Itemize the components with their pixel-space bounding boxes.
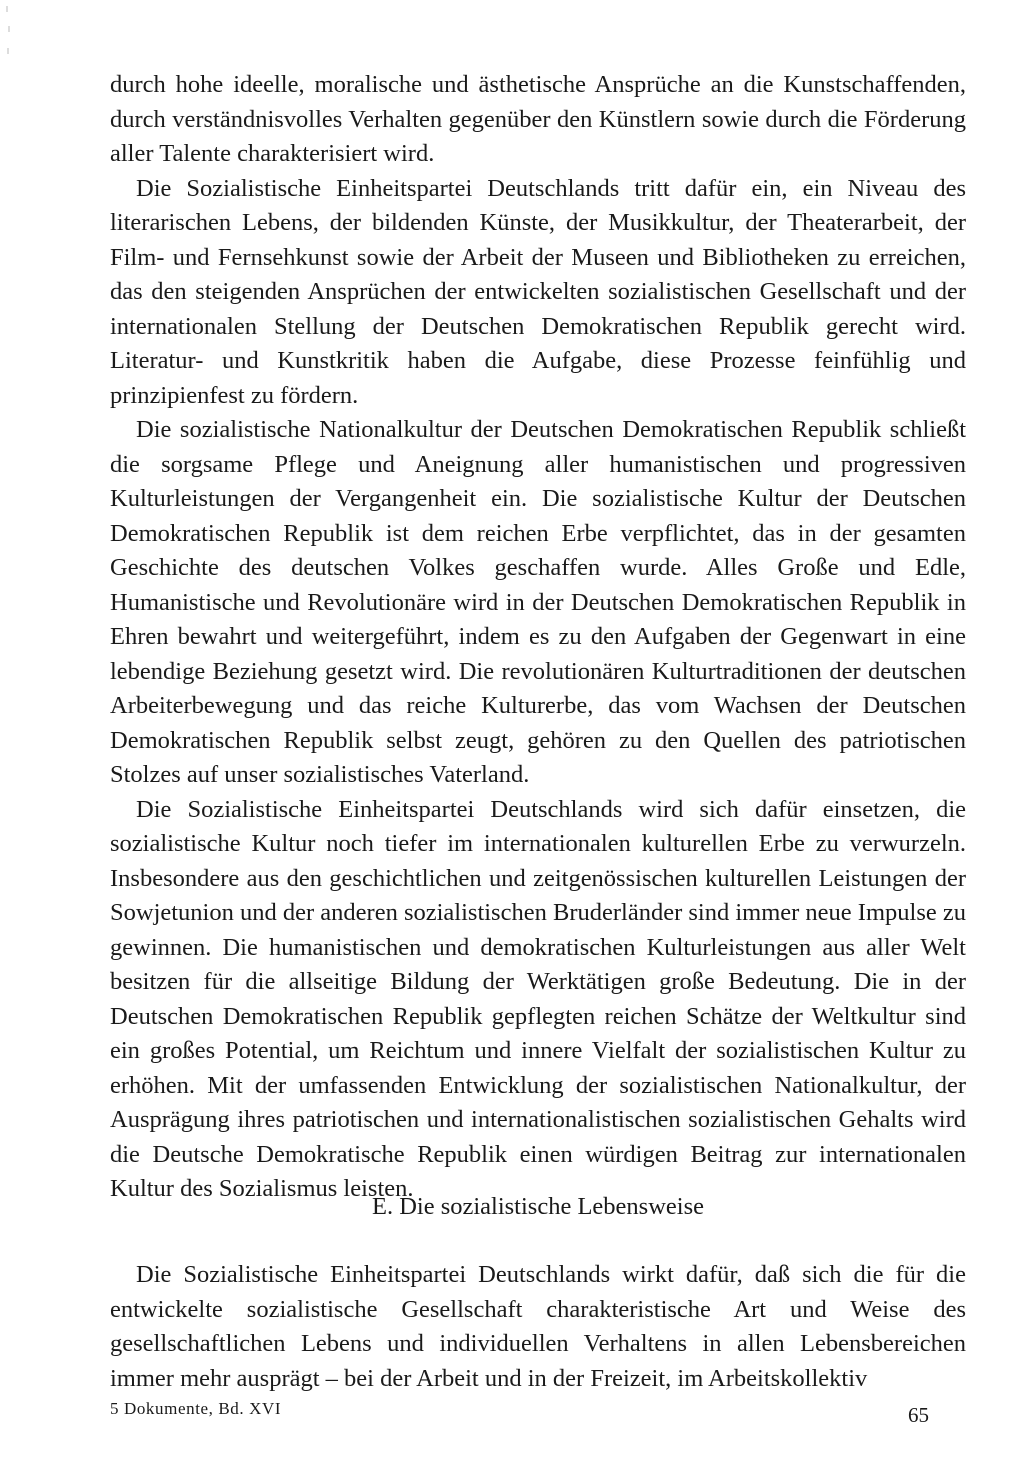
body-text	[110, 68, 966, 1207]
paragraph-lebensweise: Die Sozialistische Einheitspartei Deutschlands wirkt dafür, daß sich die für die entwickelte sozialistische Gesellschaft charakteristische Art und Weise des gesellschaftlichen Lebens und individuellen Verhaltens in allen Lebensbereichen immer mehr ausprägt – bei der Arbeit und in der Freizeit, im Arbeitskollektiv	[110, 1261, 966, 1392]
paragraph-internationales-erbe: Die Sozialistische Einheitspartei Deutschlands wird sich dafür einsetzen, die sozialistische Kultur noch tiefer im internationalen kulturellen Erbe zu verwurzeln. Insbesondere aus den geschichtlichen und zeitgenössischen kulturellen Leistungen der Sowjetunion und der anderen sozialistischen Bruderländer sind immer neue Impulse zu gewinnen. Die humanistischen und demokratischen Kulturleistungen aus aller Welt besitzen für die allseitige Bildung der Werktätigen große Bedeutung. Die in der Deutschen Demokratischen Republik gepflegten reichen Schätze der Weltkultur sind ein großes Potential, um Reichtum und innere Vielfalt der sozialistischen Kultur zu erhöhen. Mit der umfassenden Entwicklung der sozialistischen Nationalkultur, der Ausprägung ihres patriotischen und internationalistischen sozialistischen Gehalts wird die Deutsche Demokratische Republik einen würdigen Beitrag zur internationalen Kultur des Sozialismus leisten.	[110, 795, 966, 1202]
paragraph-niveau: Die Sozialistische Einheitspartei Deutschlands tritt dafür ein, ein Niveau des literarischen Lebens, der bildenden Künste, der Musikkultur, der Theaterarbeit, der Film- und Fernsehkunst sowie der Arbeit der Museen und Bibliotheken zu erreichen, das den steigenden Ansprüchen der entwickelten sozialistischen Gesellschaft und der internationalen Stellung der Deutschen Demokratischen Republik gerecht wird. Literatur- und Kunstkritik haben die Aufgabe, diese Prozesse feinfühlig und prinzipienfest zu fördern.	[110, 174, 966, 409]
footnote-signature: 5 Dokumente, Bd. XVI	[110, 1399, 282, 1418]
paragraph-nationalkultur: Die sozialistische Nationalkultur der Deutschen Demokratischen Republik schließt die sorgsame Pflege und Aneignung aller humanistischen und progressiven Kulturleistungen der Vergangenheit ein. Die sozialistische Kultur der Deutschen Demokratischen Republik ist dem reichen Erbe verpflichtet, das in der gesamten Geschichte des deutschen Volkes geschaffen wurde. Alles Große und Edle, Humanistische und Revolutionäre wird in der Deutschen Demokratischen Republik in Ehren bewahrt und weitergeführt, indem es zu den Aufgaben der Gegenwart in eine lebendige Beziehung gesetzt wird. Die revolutionären Kulturtraditionen der deutschen Arbeiterbewegung und das reiche Kulturerbe, das vom Wachsen der Deutschen Demokratischen Republik selbst zeugt, gehören zu den Quellen des patriotischen Stolzes auf unser sozialistisches Vaterland.	[110, 416, 966, 788]
page-number: 65	[908, 1403, 929, 1427]
section-heading: E. Die sozialistische Lebensweise	[371, 1193, 704, 1220]
paragraph-continuation: durch hohe ideelle, moralische und ästhetische Ansprüche an die Kunstschaffenden, durch verständnisvolles Verhalten gegenüber den Künstlern sowie durch die Förderung aller Talente charakterisiert wird.	[110, 71, 966, 167]
scan-margin-marks	[0, 0, 20, 80]
